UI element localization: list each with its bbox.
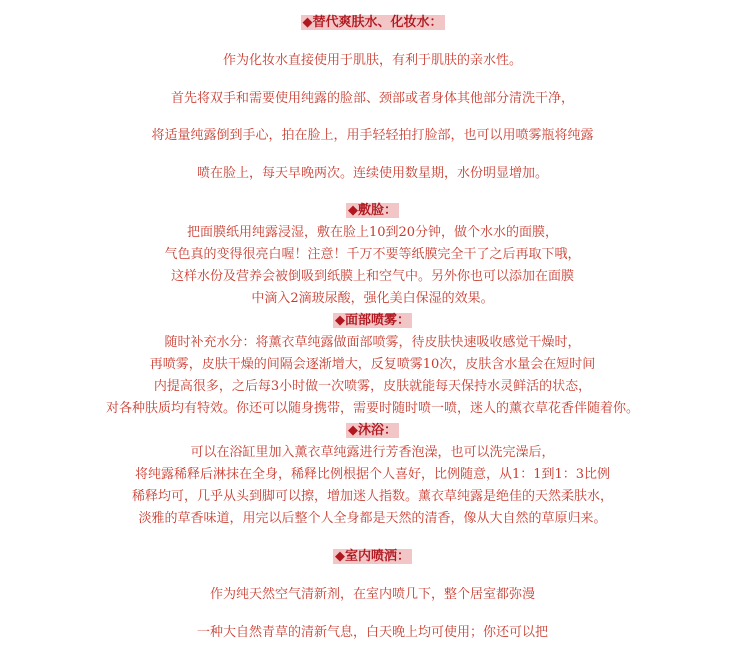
section-heading-facial-spray (0, 312, 745, 330)
text-line: 中滴入2滴玻尿酸，强化美白保湿的效果。 (251, 291, 494, 306)
heading-highlight: ◆敷脸： (348, 203, 397, 218)
text-line: 作为纯天然空气清新剂，在室内喷几下，整个居室都弥漫 (209, 587, 535, 602)
text-line: 内提高很多，之后每3小时做一次喷雾，皮肤就能每天保持水灵鲜活的状态， (153, 379, 592, 394)
heading-highlight: ◆沐浴： (348, 423, 397, 438)
heading-highlight: ◆面部喷雾： (335, 313, 410, 328)
section-heading-face-mask (0, 202, 745, 220)
text-line: 将适量纯露倒到手心，拍在脸上，用手轻轻拍打脸部，也可以用喷雾瓶将纯露 (151, 128, 594, 143)
text-line: 喷在脸上，每天早晚两次。连续使用数星期，水份明显增加。 (196, 166, 548, 181)
text-line: 再喷雾，皮肤干燥的间隔会逐渐增大，反复喷雾10次，皮肤含水量会在短时间 (149, 357, 596, 372)
text-line: 气色真的变得很亮白喔！注意！千万不要等纸膜完全干了之后再取下哦， (164, 247, 581, 262)
section-heading-toner (0, 14, 745, 32)
text-line: 这样水份及营养会被倒吸到纸膜上和空气中。另外你也可以添加在面膜 (170, 269, 574, 284)
text-line: 随时补充水分：将薰衣草纯露做面部喷雾，待皮肤快速吸收感觉干燥时， (164, 335, 581, 350)
section-heading-room-spray (0, 548, 745, 566)
section-heading-bath (0, 422, 745, 440)
text-line: 对各种肤质均有特效。你还可以随身携带，需要时随时喷一喷，迷人的薰衣草花香伴随着你。 (105, 401, 639, 416)
text-line: 淡雅的草香味道，用完以后整个人全身都是天然的清香，像从大自然的草原归来。 (138, 511, 607, 526)
text-line: 首先将双手和需要使用纯露的脸部、颈部或者身体其他部分清洗干净， (170, 91, 574, 106)
text-line: 作为化妆水直接使用于肌肤，有利于肌肤的亲水性。 (222, 53, 522, 68)
text-line: 把面膜纸用纯露浸湿，敷在脸上10到20分钟，做个水水的面膜， (186, 225, 559, 240)
text-line: 可以在浴缸里加入薰衣草纯露进行芳香泡澡，也可以洗完澡后， (190, 445, 555, 460)
text-line: 一种大自然青草的清新气息，白天晚上均可使用；你还可以把 (196, 625, 548, 640)
heading-highlight: ◆替代爽肤水、化妆水： (302, 15, 443, 30)
text-line: 将纯露稀释后淋抹在全身，稀释比例根据个人喜好，比例随意，从1：1到1：3比例 (134, 467, 611, 482)
heading-highlight: ◆室内喷洒： (335, 549, 410, 564)
text-line: 稀释均可，几乎从头到脚可以擦，增加迷人指数。薰衣草纯露是绝佳的天然柔肤水， (131, 489, 613, 504)
